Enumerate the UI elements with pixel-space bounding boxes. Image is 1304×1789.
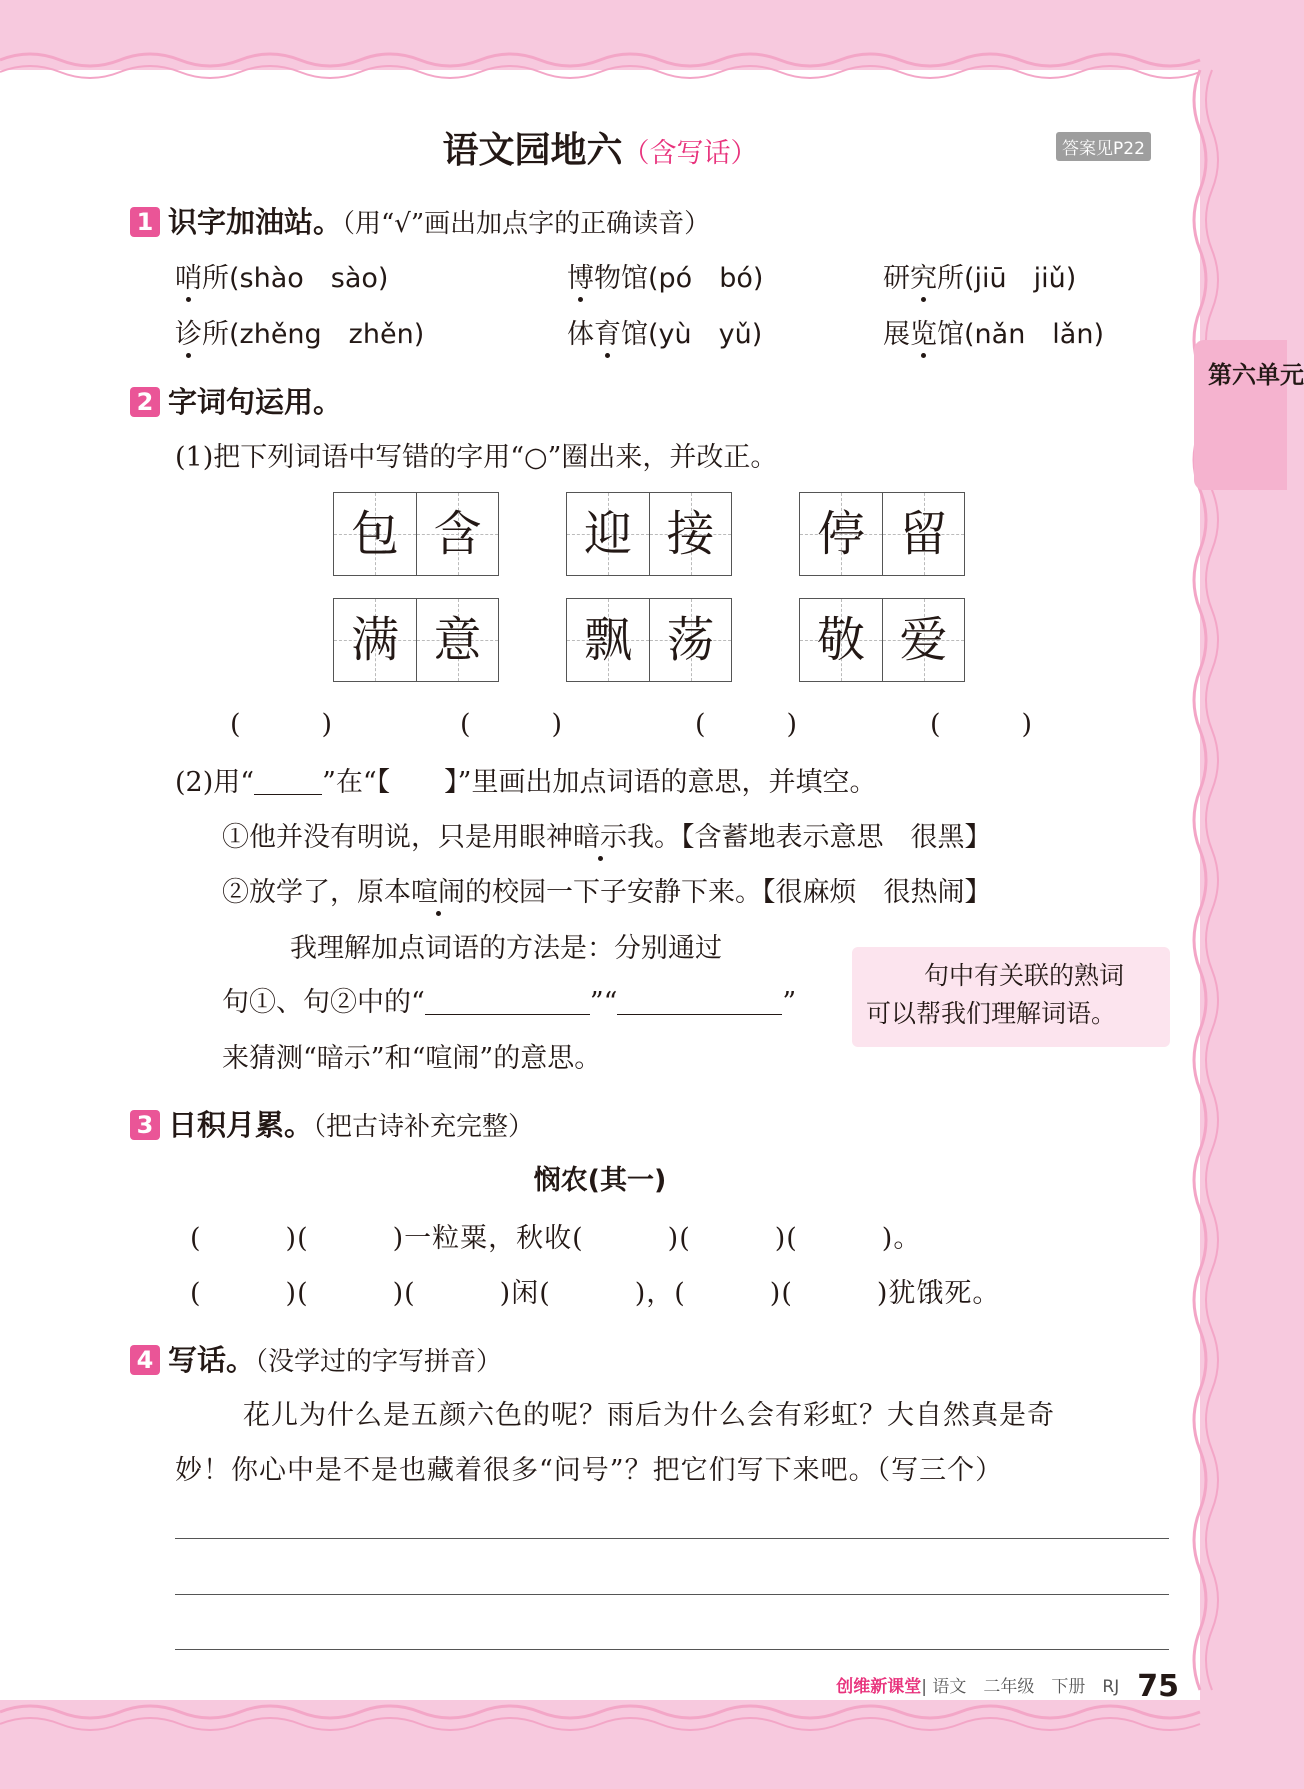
answer-blank[interactable]: ( ): [230, 709, 333, 740]
section-4-heading: [130, 1338, 502, 1379]
section-2-heading: [130, 380, 342, 421]
char-cell[interactable]: 飘: [567, 599, 649, 681]
hint-text: 句中有关联的熟词: [924, 961, 1125, 990]
word-grid-6: [799, 598, 965, 682]
hint-box: [852, 947, 1170, 1047]
writing-prompt-line-2: 妙！你心中是不是也藏着很多“问号”？把它们写下来吧。（写三个）: [175, 1455, 1004, 1486]
question-2-2: (2)用“ ”在“【 】”里画出加点词语的意思，并填空。: [175, 767, 877, 798]
section-title: 写话。: [168, 1343, 256, 1377]
method-line-2: 句①、句②中的“ ”“ ”: [222, 987, 797, 1018]
writing-line[interactable]: [175, 1649, 1169, 1650]
section-title: 日积月累。: [168, 1108, 314, 1142]
pinyin-choice-3: 研究所(jiū jiǔ): [883, 256, 1076, 295]
section-3-heading: [130, 1103, 534, 1144]
char-cell[interactable]: 意: [416, 599, 498, 681]
pinyin-options[interactable]: (shào sào): [229, 263, 389, 294]
poem-title: 悯农(其一): [533, 1165, 667, 1196]
word-grid-3: [799, 492, 965, 576]
answer-blank[interactable]: ( ): [695, 709, 798, 740]
char-cell[interactable]: 爱: [882, 599, 964, 681]
hint-text: 可以帮我们理解词语。: [866, 999, 1117, 1028]
fill-blank[interactable]: [425, 988, 590, 1015]
section-instruction: （没学过的字写拼音）: [255, 1347, 503, 1377]
writing-line[interactable]: [175, 1594, 1169, 1595]
section-number-badge: 4: [130, 1345, 160, 1375]
char-cell[interactable]: 含: [416, 493, 498, 575]
section-number-badge: 1: [130, 207, 160, 237]
section-number-badge: 2: [130, 387, 160, 417]
poem-line-1[interactable]: ( )( )一粒粟，秋收( )( )( )。: [190, 1223, 922, 1254]
page-title-text: 语文园地六: [442, 130, 623, 171]
pinyin-choice-1: 哨所(shào sào): [175, 256, 388, 295]
answer-blank[interactable]: ( ): [460, 709, 563, 740]
char-cell[interactable]: 留: [882, 493, 964, 575]
section-title: 字词句运用。: [168, 385, 343, 419]
section-number-badge: 3: [130, 1110, 160, 1140]
answer-reference-badge: 答案见P22: [1056, 132, 1151, 161]
method-line-1: 我理解加点词语的方法是：分别通过: [290, 933, 722, 964]
dotted-char: 究: [910, 256, 937, 295]
char-cell[interactable]: 接: [649, 493, 731, 575]
page-subtitle: （含写话）: [622, 138, 758, 169]
section-title: 识字加油站。: [168, 205, 343, 239]
meaning-options[interactable]: 我。【含蓄地表示意思 很黑】: [627, 822, 992, 853]
writing-line[interactable]: [175, 1538, 1169, 1539]
answer-blank[interactable]: ( ): [930, 709, 1033, 740]
unit-side-tab-label: 第六单元: [1208, 361, 1304, 389]
section-1-heading: [130, 200, 710, 241]
page-number: 75: [1137, 1669, 1179, 1704]
underline-sample: [254, 768, 322, 795]
section-instruction: （把古诗补充完整）: [313, 1112, 535, 1142]
meaning-options[interactable]: 的校园一下子安静下来。【很麻烦 很热闹】: [465, 877, 992, 908]
pinyin-options[interactable]: (nǎn lǎn): [964, 319, 1104, 350]
dotted-char: 哨: [175, 256, 202, 295]
pinyin-choice-5: 体育馆(yù yǔ): [567, 312, 762, 351]
writing-prompt-line-1: 花儿为什么是五颜六色的呢？雨后为什么会有彩虹？大自然真是奇: [243, 1400, 1055, 1431]
pinyin-options[interactable]: (yù yǔ): [648, 319, 763, 350]
char-cell[interactable]: 荡: [649, 599, 731, 681]
question-2-1: (1)把下列词语中写错的字用“○”圈出来，并改正。: [175, 442, 778, 473]
char-cell[interactable]: 满: [334, 599, 416, 681]
dotted-char: 育: [594, 312, 621, 351]
char-cell[interactable]: 包: [334, 493, 416, 575]
word-grid-2: [566, 492, 732, 576]
word-grid-1: [333, 492, 499, 576]
dotted-char: 诊: [175, 312, 202, 351]
pinyin-options[interactable]: (jiū jiǔ): [964, 263, 1077, 294]
char-cell[interactable]: 迎: [567, 493, 649, 575]
pinyin-choice-2: 博物馆(pó bó): [567, 256, 763, 295]
dotted-word: 喧闹: [411, 870, 465, 909]
footer-brand: 创维新课堂: [836, 1677, 922, 1697]
page-footer: [836, 1669, 1179, 1704]
method-line-3: 来猜测“暗示”和“喧闹”的意思。: [222, 1043, 602, 1074]
pinyin-choice-6: 展览馆(nǎn lǎn): [883, 312, 1104, 351]
pinyin-options[interactable]: (pó bó): [648, 263, 764, 294]
word-grid-5: [566, 598, 732, 682]
dotted-char: 博: [567, 256, 594, 295]
unit-side-tab: [1194, 340, 1304, 490]
sentence-1: ①他并没有明说，只是用眼神暗示我。【含蓄地表示意思 很黑】: [222, 815, 992, 854]
poem-line-2[interactable]: ( )( )( )闲( )，( )( )犹饿死。: [190, 1278, 1001, 1309]
word-grid-4: [333, 598, 499, 682]
page-title: [0, 122, 1200, 173]
fill-blank[interactable]: [617, 988, 782, 1015]
footer-info: | 语文 二年级 下册 RJ: [921, 1677, 1120, 1697]
pinyin-choice-4: 诊所(zhěng zhěn): [175, 312, 424, 351]
char-cell[interactable]: 敬: [800, 599, 882, 681]
dotted-char: 览: [910, 312, 937, 351]
char-cell[interactable]: 停: [800, 493, 882, 575]
pinyin-options[interactable]: (zhěng zhěn): [229, 319, 425, 350]
sentence-2: ②放学了，原本喧闹的校园一下子安静下来。【很麻烦 很热闹】: [222, 870, 992, 909]
dotted-word: 暗示: [573, 815, 627, 854]
section-instruction: （用“√”画出加点字的正确读音）: [342, 209, 711, 239]
